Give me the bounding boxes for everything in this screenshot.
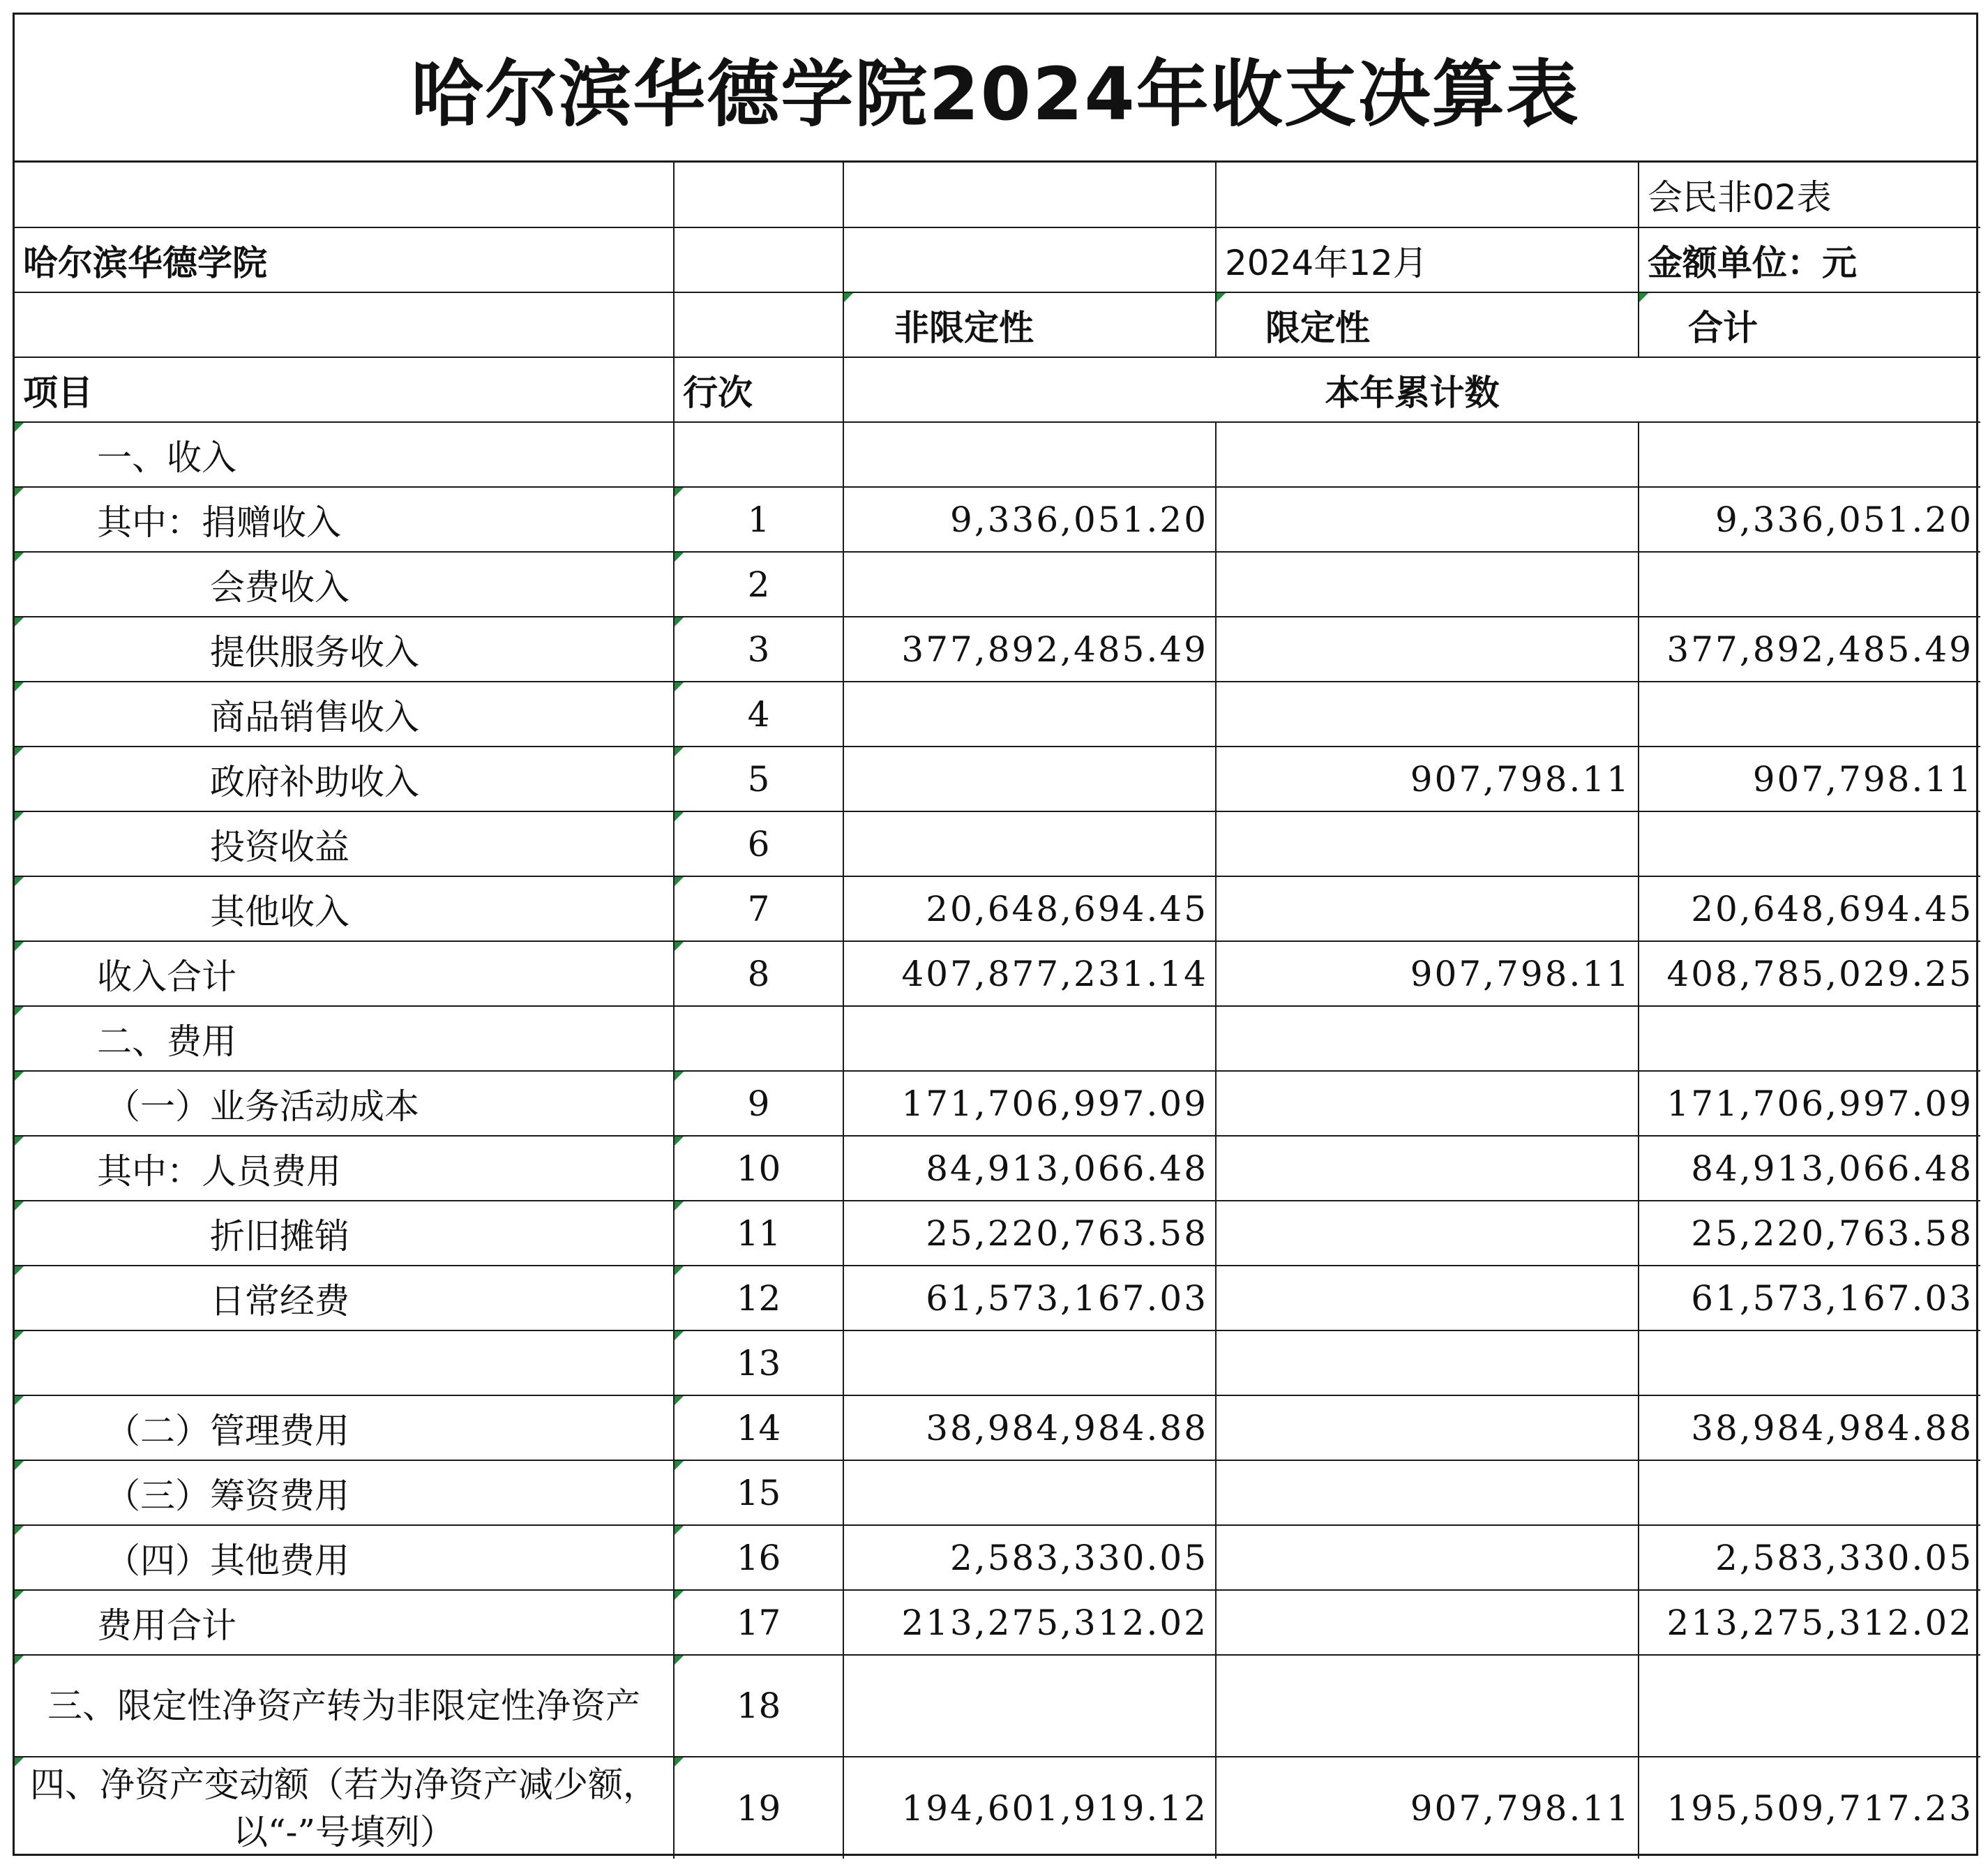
row-unrestricted <box>843 1330 1216 1395</box>
row-line: 16 <box>674 1525 843 1590</box>
column-header-line: 行次 <box>674 357 843 422</box>
reporting-period: 2024年12月 <box>1216 227 1639 292</box>
row-line: 3 <box>674 617 843 682</box>
row-unrestricted <box>843 682 1216 747</box>
table-row <box>15 1071 1980 1136</box>
row-restricted: 907,798.11 <box>1216 747 1639 811</box>
row-item: 投资收益 <box>15 811 674 876</box>
row-total: 171,706,997.09 <box>1639 1071 1980 1136</box>
row-unrestricted <box>843 1006 1216 1071</box>
table-row <box>15 1395 1980 1460</box>
row-item: （一）业务活动成本 <box>15 1071 674 1136</box>
form-number: 会民非02表 <box>1639 163 1980 227</box>
row-unrestricted <box>843 811 1216 876</box>
row-restricted <box>1216 1201 1639 1266</box>
table-row <box>15 941 1980 1006</box>
row-unrestricted <box>843 1460 1216 1525</box>
organization-name: 哈尔滨华德学院 <box>15 227 674 292</box>
row-item <box>15 1330 674 1395</box>
header-cell-empty <box>1216 163 1639 227</box>
row-line: 17 <box>674 1590 843 1655</box>
row-item: 其中：人员费用 <box>15 1136 674 1201</box>
row-item: （四）其他费用 <box>15 1525 674 1590</box>
table-row <box>15 747 1980 811</box>
row-item: 一、收入 <box>15 422 674 487</box>
table-row <box>15 1201 1980 1266</box>
row-line: 8 <box>674 941 843 1006</box>
row-total <box>1639 682 1980 747</box>
row-item: 其中：捐赠收入 <box>15 487 674 552</box>
row-restricted: 907,798.11 <box>1216 1757 1639 1859</box>
statement-title: 哈尔滨华德学院2024年收支决算表 <box>15 15 1976 163</box>
row-restricted <box>1216 422 1639 487</box>
header-row-item <box>15 357 1980 422</box>
header-row-org <box>15 227 1980 292</box>
table-row <box>15 1525 1980 1590</box>
row-line: 18 <box>674 1655 843 1757</box>
row-line: 1 <box>674 487 843 552</box>
table-row <box>15 1757 1980 1859</box>
row-unrestricted: 84,913,066.48 <box>843 1136 1216 1201</box>
row-unrestricted: 2,583,330.05 <box>843 1525 1216 1590</box>
row-unrestricted: 25,220,763.58 <box>843 1201 1216 1266</box>
table-row <box>15 811 1980 876</box>
row-total <box>1639 552 1980 617</box>
row-item: （三）筹资费用 <box>15 1460 674 1525</box>
row-item: 日常经费 <box>15 1266 674 1330</box>
row-line: 9 <box>674 1071 843 1136</box>
row-unrestricted <box>843 747 1216 811</box>
table-row <box>15 1266 1980 1330</box>
row-item: 提供服务收入 <box>15 617 674 682</box>
table-row <box>15 1330 1980 1395</box>
row-line <box>674 1006 843 1071</box>
table-row <box>15 422 1980 487</box>
row-restricted <box>1216 1330 1639 1395</box>
header-cell-empty <box>843 227 1216 292</box>
table-row <box>15 1006 1980 1071</box>
row-restricted: 907,798.11 <box>1216 941 1639 1006</box>
statement-table <box>15 163 1980 1859</box>
column-header-item: 项目 <box>15 357 674 422</box>
row-restricted <box>1216 1460 1639 1525</box>
row-total: 20,648,694.45 <box>1639 876 1980 941</box>
row-total: 907,798.11 <box>1639 747 1980 811</box>
row-total: 2,583,330.05 <box>1639 1525 1980 1590</box>
row-unrestricted: 377,892,485.49 <box>843 617 1216 682</box>
row-line: 15 <box>674 1460 843 1525</box>
row-line: 2 <box>674 552 843 617</box>
row-total: 25,220,763.58 <box>1639 1201 1980 1266</box>
table-row <box>15 682 1980 747</box>
header-cell-empty <box>674 292 843 357</box>
row-restricted <box>1216 487 1639 552</box>
row-item: 政府补助收入 <box>15 747 674 811</box>
row-line: 19 <box>674 1757 843 1859</box>
table-row <box>15 1590 1980 1655</box>
table-row <box>15 1136 1980 1201</box>
row-unrestricted: 9,336,051.20 <box>843 487 1216 552</box>
table-row <box>15 1460 1980 1525</box>
row-restricted <box>1216 876 1639 941</box>
row-line: 12 <box>674 1266 843 1330</box>
row-total <box>1639 1460 1980 1525</box>
row-total: 377,892,485.49 <box>1639 617 1980 682</box>
header-row-form-no <box>15 163 1980 227</box>
row-restricted <box>1216 1071 1639 1136</box>
row-line: 11 <box>674 1201 843 1266</box>
row-total: 38,984,984.88 <box>1639 1395 1980 1460</box>
statement-sheet <box>13 13 1978 1856</box>
row-restricted <box>1216 1590 1639 1655</box>
header-row-columns <box>15 292 1980 357</box>
row-item: 商品销售收入 <box>15 682 674 747</box>
table-row <box>15 487 1980 552</box>
row-unrestricted <box>843 552 1216 617</box>
column-header-unrestricted: 非限定性 <box>843 292 1216 357</box>
row-restricted <box>1216 552 1639 617</box>
header-cell-empty <box>15 292 674 357</box>
header-cell-empty <box>674 163 843 227</box>
row-total <box>1639 1655 1980 1757</box>
row-unrestricted: 38,984,984.88 <box>843 1395 1216 1460</box>
row-unrestricted <box>843 422 1216 487</box>
column-header-ytd: 本年累计数 <box>843 357 1980 422</box>
row-item: （二）管理费用 <box>15 1395 674 1460</box>
row-line: 5 <box>674 747 843 811</box>
column-header-total: 合计 <box>1639 292 1980 357</box>
header-cell-empty <box>843 163 1216 227</box>
row-restricted <box>1216 1266 1639 1330</box>
row-total: 213,275,312.02 <box>1639 1590 1980 1655</box>
row-restricted <box>1216 1006 1639 1071</box>
row-unrestricted: 171,706,997.09 <box>843 1071 1216 1136</box>
row-restricted <box>1216 1525 1639 1590</box>
row-line: 4 <box>674 682 843 747</box>
row-unrestricted: 213,275,312.02 <box>843 1590 1216 1655</box>
row-line: 14 <box>674 1395 843 1460</box>
table-row <box>15 1655 1980 1757</box>
row-item: 其他收入 <box>15 876 674 941</box>
row-restricted <box>1216 617 1639 682</box>
row-total <box>1639 811 1980 876</box>
row-item: 会费收入 <box>15 552 674 617</box>
row-line: 13 <box>674 1330 843 1395</box>
row-total <box>1639 422 1980 487</box>
row-restricted <box>1216 1655 1639 1757</box>
row-line <box>674 422 843 487</box>
header-cell-empty <box>674 227 843 292</box>
row-item: 收入合计 <box>15 941 674 1006</box>
row-item: 四、净资产变动额（若为净资产减少额，以“-”号填列） <box>15 1757 674 1859</box>
table-row <box>15 876 1980 941</box>
row-item: 二、费用 <box>15 1006 674 1071</box>
row-item: 三、限定性净资产转为非限定性净资产 <box>15 1655 674 1757</box>
row-total: 9,336,051.20 <box>1639 487 1980 552</box>
row-total <box>1639 1006 1980 1071</box>
row-line: 10 <box>674 1136 843 1201</box>
row-total: 84,913,066.48 <box>1639 1136 1980 1201</box>
row-total: 408,785,029.25 <box>1639 941 1980 1006</box>
row-total <box>1639 1330 1980 1395</box>
row-line: 7 <box>674 876 843 941</box>
header-cell-empty <box>15 163 674 227</box>
row-restricted <box>1216 682 1639 747</box>
row-unrestricted: 407,877,231.14 <box>843 941 1216 1006</box>
row-total: 195,509,717.23 <box>1639 1757 1980 1859</box>
row-item: 费用合计 <box>15 1590 674 1655</box>
row-item: 折旧摊销 <box>15 1201 674 1266</box>
row-restricted <box>1216 1136 1639 1201</box>
row-unrestricted <box>843 1655 1216 1757</box>
row-total: 61,573,167.03 <box>1639 1266 1980 1330</box>
row-restricted <box>1216 811 1639 876</box>
table-row <box>15 552 1980 617</box>
column-header-restricted: 限定性 <box>1216 292 1639 357</box>
table-row <box>15 617 1980 682</box>
row-unrestricted: 194,601,919.12 <box>843 1757 1216 1859</box>
amount-unit: 金额单位：元 <box>1639 227 1980 292</box>
row-line: 6 <box>674 811 843 876</box>
row-unrestricted: 61,573,167.03 <box>843 1266 1216 1330</box>
row-unrestricted: 20,648,694.45 <box>843 876 1216 941</box>
row-restricted <box>1216 1395 1639 1460</box>
